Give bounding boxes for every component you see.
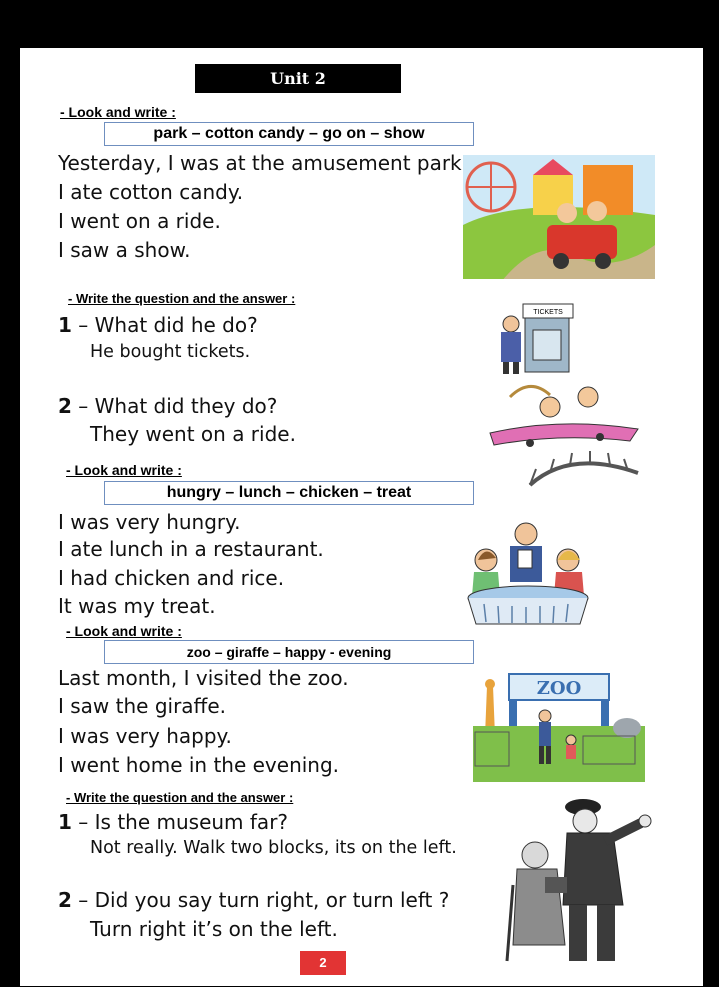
section2-answer-2: They went on a ride.	[90, 422, 296, 446]
restaurant-illustration	[462, 520, 594, 624]
section4-line-3: I was very happy.	[58, 724, 232, 748]
section4-word-box: zoo – giraffe – happy - evening	[104, 640, 474, 664]
section3-heading: - Look and write :	[66, 462, 182, 478]
section2-question-2: 2 – What did they do?	[58, 394, 278, 418]
section3-line-3: I had chicken and rice.	[58, 566, 285, 590]
section4-line-2: I saw the giraffe.	[58, 694, 226, 718]
section2-answer-1: He bought tickets.	[90, 342, 251, 362]
section1-heading: - Look and write :	[60, 104, 176, 120]
zoo-sign-text: ZOO	[536, 678, 582, 699]
section1-line-2: I ate cotton candy.	[58, 180, 244, 204]
section5-heading: - Write the question and the answer :	[66, 790, 294, 805]
section3-word-box: hungry – lunch – chicken – treat	[104, 481, 474, 505]
ticket-booth-illustration	[495, 302, 575, 374]
section5-answer-2: Turn right it’s on the left.	[90, 917, 338, 941]
zoo-entrance-illustration	[473, 666, 645, 782]
roller-coaster-illustration	[490, 377, 638, 493]
tickets-sign-text: TICKETS	[533, 309, 563, 316]
police-officer-helping-woman-illustration	[505, 795, 655, 967]
section2-question-1: 1 – What did he do?	[58, 313, 258, 337]
section4-line-4: I went home in the evening.	[58, 753, 340, 777]
page-number-badge: 2	[300, 951, 346, 975]
section1-word-box: park – cotton candy – go on – show	[104, 122, 474, 146]
section3-line-2: I ate lunch in a restaurant.	[58, 537, 324, 561]
section1-line-4: I saw a show.	[58, 238, 191, 262]
section1-line-3: I went on a ride.	[58, 209, 221, 233]
unit-title: Unit 2	[195, 64, 401, 93]
section5-answer-1: Not really. Walk two blocks, its on the left.	[90, 838, 457, 858]
amusement-park-illustration	[463, 155, 655, 293]
section5-question-1: 1 – Is the museum far?	[58, 810, 289, 834]
section1-line-1: Yesterday, I was at the amusement park	[58, 151, 462, 175]
section3-line-4: It was my treat.	[58, 594, 216, 618]
section3-line-1: I was very hungry.	[58, 510, 241, 534]
section4-line-1: Last month, I visited the zoo.	[58, 666, 349, 690]
section5-question-2: 2 – Did you say turn right, or turn left ?	[58, 888, 450, 912]
section2-heading: - Write the question and the answer :	[68, 291, 296, 306]
section4-heading: - Look and write :	[66, 623, 182, 639]
